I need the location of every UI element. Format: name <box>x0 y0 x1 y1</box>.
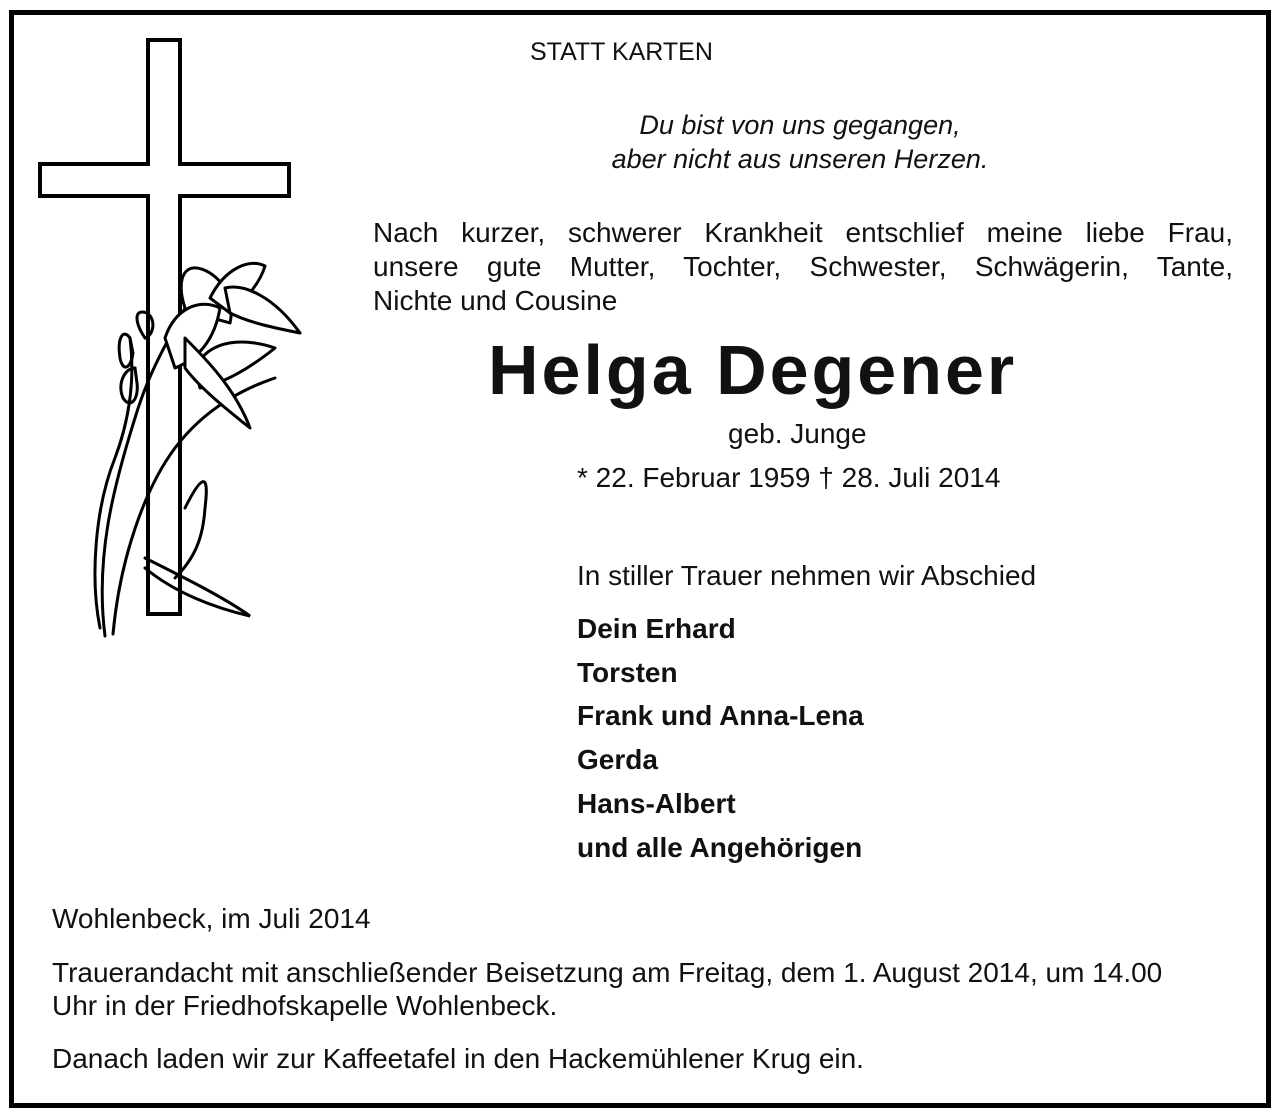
intro-line-2: unsere gute Mutter, Tochter, Schwester, Schwägerin, Tante, <box>373 251 1233 282</box>
mourner-name: Dein Erhard <box>577 613 736 644</box>
mourner-name: Frank und Anna-Lena <box>577 700 864 731</box>
birth-name: geb. Junge <box>728 418 867 449</box>
cross-with-lily-icon <box>35 38 315 653</box>
intro-line-1: Nach kurzer, schwerer Krankheit entschlief meine liebe Frau, <box>373 217 1233 248</box>
mourner-name: und alle Angehörigen <box>577 832 863 863</box>
place-date: Wohlenbeck, im Juli 2014 <box>52 903 371 934</box>
mourner-name: Gerda <box>577 744 658 775</box>
quote-line-2: aber nicht aus unseren Herzen. <box>611 144 989 174</box>
quote-line-1: Du bist von uns gegangen, <box>639 110 961 140</box>
mourner-name: Hans-Albert <box>577 788 736 819</box>
service-line-2: Uhr in der Friedhofskapelle Wohlenbeck. <box>52 990 558 1021</box>
mourners-intro: In stiller Trauer nehmen wir Abschied <box>577 560 1037 591</box>
service-line-1: Trauerandacht mit anschließender Beisetzung am Freitag, dem 1. August 2014, um 14.00 <box>52 957 1163 988</box>
mourner-name: Torsten <box>577 657 678 688</box>
reception-line: Danach laden wir zur Kaffeetafel in den Hackemühlener Krug ein. <box>52 1043 864 1074</box>
life-dates: * 22. Februar 1959 † 28. Juli 2014 <box>577 462 1001 493</box>
intro-line-3: Nichte und Cousine <box>373 285 618 316</box>
deceased-name: Helga Degener <box>488 331 1018 409</box>
notice-heading: STATT KARTEN <box>530 38 713 66</box>
